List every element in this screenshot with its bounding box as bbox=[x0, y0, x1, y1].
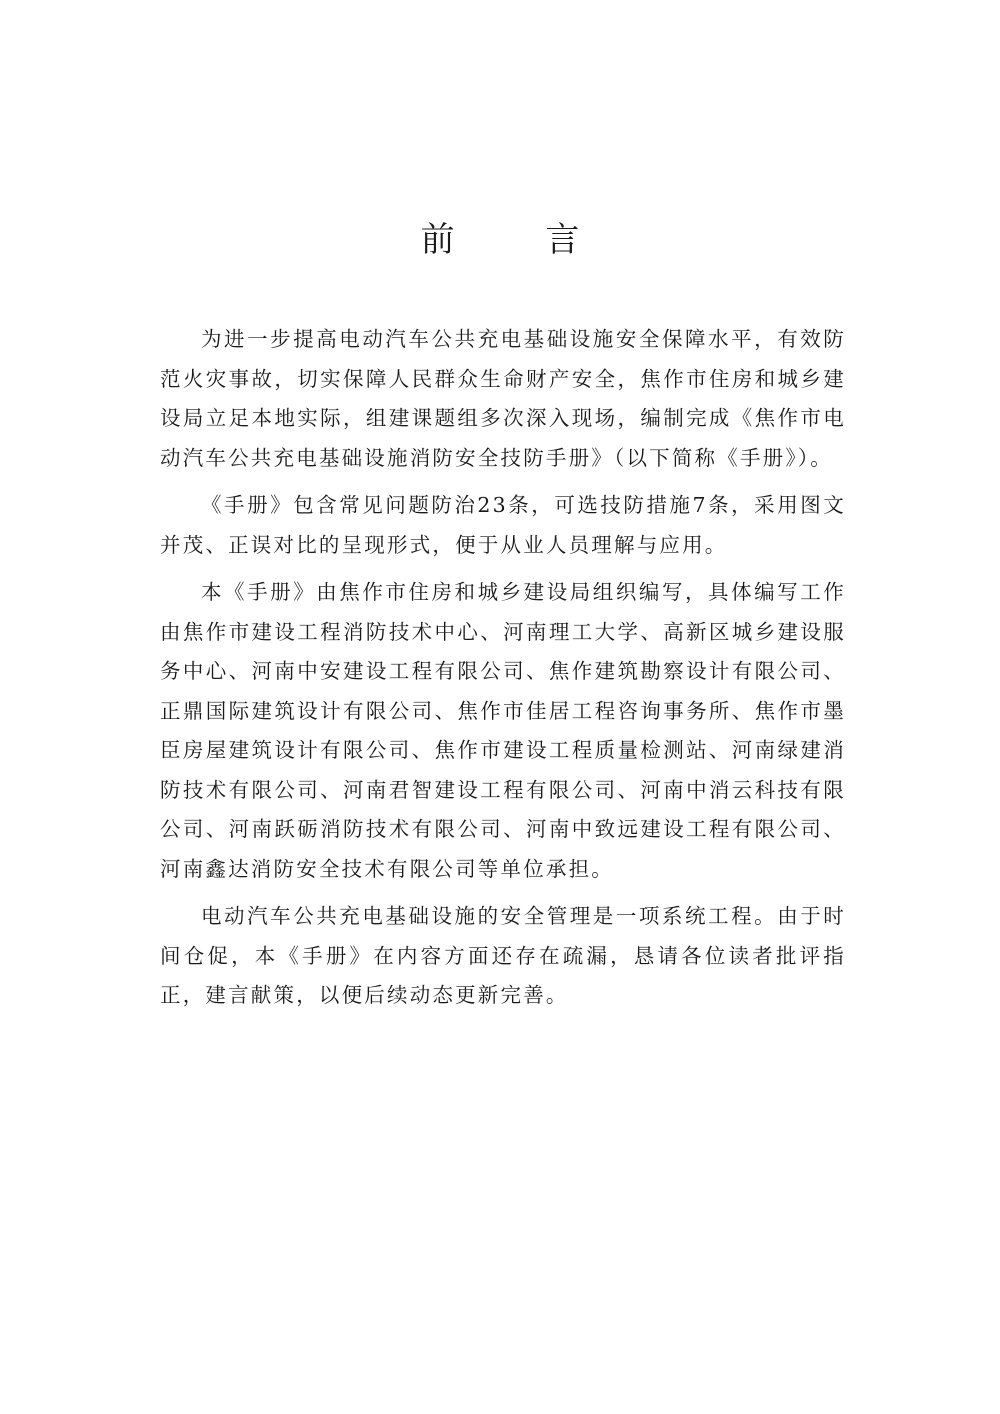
paragraph-closing: 电动汽车公共充电基础设施的安全管理是一项系统工程。由于时间仓促，本《手册》在内容方面还存在疏漏，恳请各位读者批评指正，建言献策，以便后续动态更新完善。 bbox=[160, 904, 846, 1007]
paragraph-authors: 本《手册》由焦作市住房和城乡建设局组织编写，具体编写工作由焦作市建设工程消防技术中心、河南理工大学、高新区城乡建设服务中心、河南中安建设工程有限公司、焦作建筑勘察设计有限公司、正鼎国际建筑设计有限公司、焦作市佳居工程咨询事务所、焦作市墨臣房屋建筑设计有限公司、焦作市建设工程质量检测站、河南绿建消防技术有限公司、河南君智建设工程有限公司、河南中消云科技有限公司、河南跃砺消防技术有限公司、河南中致远建设工程有限公司、河南鑫达消防安全技术有限公司等单位承担。 bbox=[160, 580, 846, 881]
preface-body bbox=[160, 320, 846, 1016]
paragraph-purpose: 为进一步提高电动汽车公共充电基础设施安全保障水平，有效防范火灾事故，切实保障人民群众生命财产安全，焦作市住房和城乡建设局立足本地实际，组建课题组多次深入现场，编制完成《焦作市电动汽车公共充电基础设施消防安全技防手册》（以下简称《手册》）。 bbox=[160, 327, 846, 470]
paragraph-contents: 《手册》包含常见问题防治23条，可选技防措施7条，采用图文并茂、正误对比的呈现形式，便于从业人员理解与应用。 bbox=[160, 493, 846, 557]
page-title: 前 言 bbox=[420, 220, 620, 260]
